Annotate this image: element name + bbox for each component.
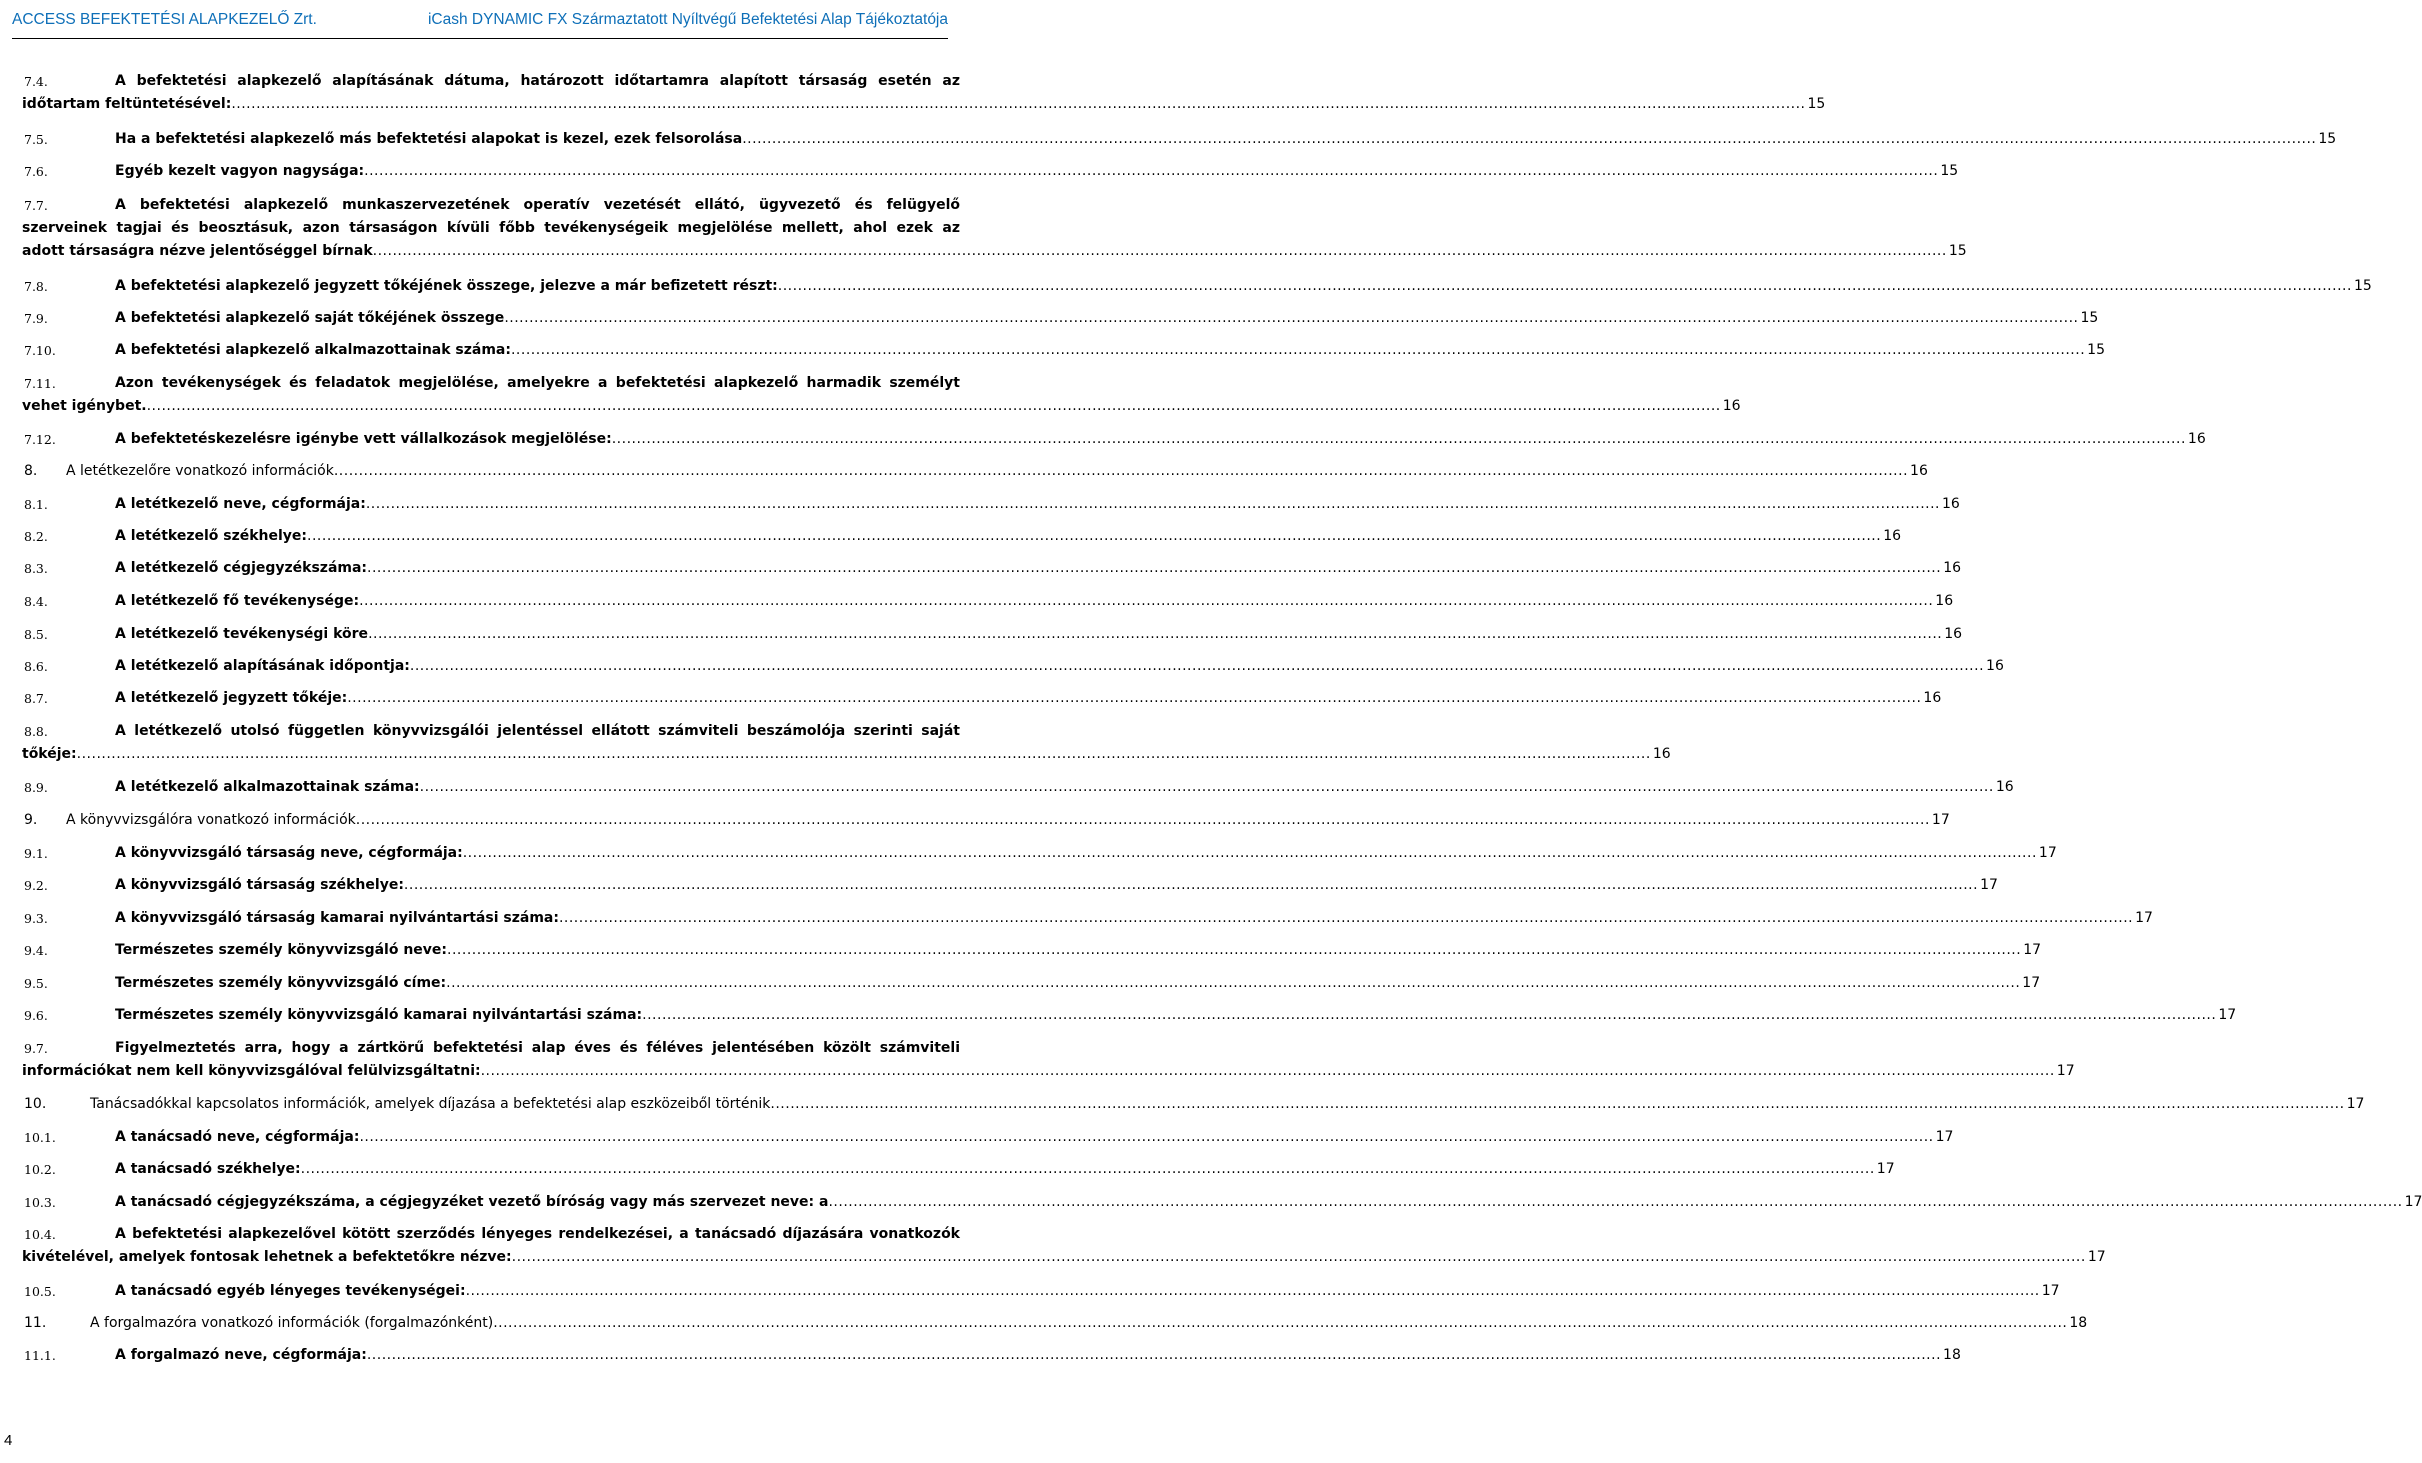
dot-leader bbox=[301, 1158, 1875, 1181]
toc-page-number: 17 bbox=[1980, 877, 1998, 893]
toc-entry-line: adott társaságra nézve jelentőséggel bírnak bbox=[22, 243, 373, 259]
dot-leader bbox=[359, 1126, 1933, 1149]
toc-entry-line: A forgalmazó neve, cégformája: bbox=[115, 1347, 367, 1363]
dot-leader bbox=[446, 972, 2020, 995]
toc-page-number: 17 bbox=[2087, 1249, 2106, 1265]
toc-entry-line: A befektetési alapkezelő saját tőkéjének összege bbox=[115, 310, 505, 326]
toc-page-number: 15 bbox=[1807, 96, 1826, 112]
toc-entry-title bbox=[115, 874, 1998, 897]
toc-page-number: 17 bbox=[1931, 812, 1950, 828]
toc-entry-number: 9.6. bbox=[24, 1008, 48, 1023]
toc-page-number: 17 bbox=[2023, 942, 2042, 958]
toc-entry-title bbox=[115, 939, 2042, 962]
dot-leader bbox=[778, 275, 2352, 298]
dot-leader bbox=[307, 525, 1881, 548]
toc-entry-line: A letétkezelő alapításának időpontja: bbox=[115, 658, 410, 674]
dot-leader bbox=[231, 93, 1805, 116]
dot-leader bbox=[364, 160, 1938, 183]
toc-entry-number: 9.2. bbox=[24, 878, 48, 893]
header-document-title: iCash DYNAMIC FX Származtatott Nyíltvégű Befektetési Alap Tájékoztatója bbox=[427, 11, 948, 28]
dot-leader bbox=[511, 339, 2085, 362]
toc-entry-title bbox=[115, 1344, 1961, 1367]
toc-entry-line: Természetes személy könyvvizsgáló kamarai nyilvántartási száma: bbox=[115, 1007, 643, 1023]
running-header bbox=[12, 4, 948, 36]
toc-entry-title bbox=[115, 590, 1954, 613]
dot-leader bbox=[504, 307, 2078, 330]
toc-entry-number: 10. bbox=[24, 1096, 47, 1112]
dot-leader bbox=[410, 655, 1984, 678]
toc-page-number: 16 bbox=[1652, 746, 1671, 762]
dot-leader bbox=[481, 1060, 2055, 1083]
toc-entry-line: A befektetési alapkezelő munkaszervezetének operatív vezetését ellátó, ügyvezető és felügyelő bbox=[115, 197, 960, 213]
toc-entry-line: Egyéb kezelt vagyon nagysága: bbox=[115, 163, 365, 179]
toc-entry-title bbox=[115, 972, 2041, 995]
toc-page-number: 16 bbox=[1942, 496, 1960, 512]
toc-entry-title bbox=[115, 493, 1960, 516]
toc-page-number: 15 bbox=[1940, 163, 1959, 179]
toc-entry-number: 7.4. bbox=[24, 74, 48, 89]
toc-entry-line: Tanácsadókkal kapcsolatos információk, amelyek díjazása a befektetési alap eszközeiből történik bbox=[90, 1096, 771, 1112]
toc-entry-title bbox=[115, 1158, 1895, 1181]
toc-entry-title bbox=[22, 1223, 2106, 1269]
toc-entry-line: tőkéje: bbox=[22, 746, 77, 762]
toc-entry-line: A letétkezelőre vonatkozó információk bbox=[66, 463, 334, 479]
dot-leader bbox=[373, 240, 1947, 263]
toc-entry-number: 7.5. bbox=[24, 132, 48, 147]
toc-entry-line: A befektetési alapkezelő jegyzett tőkéjének összege, jelezve a már befizetett részt: bbox=[115, 278, 778, 294]
toc-entry-number: 9.4. bbox=[24, 943, 48, 958]
dot-leader bbox=[147, 395, 1721, 418]
toc-entry-line: A tanácsadó székhelye: bbox=[115, 1161, 301, 1177]
toc-entry-line: A tanácsadó egyéb lényeges tevékenységei: bbox=[115, 1283, 466, 1299]
toc-entry-line: Ha a befektetési alapkezelő más befektetési alapokat is kezel, ezek felsorolása bbox=[115, 131, 743, 147]
toc-entry-line: A letétkezelő neve, cégformája: bbox=[115, 496, 366, 512]
toc-entry-line: A könyvvizsgáló társaság neve, cégformája: bbox=[115, 845, 463, 861]
toc-entry-title bbox=[115, 339, 2105, 362]
dot-leader bbox=[367, 1344, 1941, 1367]
dot-leader bbox=[828, 1191, 2402, 1214]
header-rule bbox=[12, 38, 948, 39]
toc-entry-title bbox=[66, 809, 1950, 832]
toc-entry-number: 10.2. bbox=[24, 1162, 56, 1177]
toc-entry-number: 8. bbox=[24, 463, 38, 479]
toc-entry-line: A könyvvizsgáló társaság székhelye: bbox=[115, 877, 404, 893]
toc-page-number: 16 bbox=[1944, 626, 1963, 642]
toc-entry-title bbox=[115, 307, 2099, 330]
toc-entry-line: A befektetési alapkezelő alapításának dátuma, határozott időtartamra alapított társaság esetén az bbox=[115, 73, 960, 89]
dot-leader bbox=[642, 1004, 2216, 1027]
toc-entry-line: A letétkezelő utolsó független könyvvizsgálói jelentéssel ellátott számviteli beszámolója szerinti saját bbox=[115, 723, 960, 739]
toc-entry-title bbox=[115, 275, 2372, 298]
toc-page-number: 15 bbox=[1948, 243, 1967, 259]
toc-page-number: 17 bbox=[1935, 1129, 1954, 1145]
toc-entry-title bbox=[115, 655, 2004, 678]
toc-page-number: 15 bbox=[2087, 342, 2105, 358]
toc-page-number: 15 bbox=[2318, 131, 2337, 147]
toc-entry-number: 7.7. bbox=[24, 198, 48, 213]
toc-page-number: 17 bbox=[2346, 1096, 2365, 1112]
toc-entry-number: 10.4. bbox=[24, 1227, 56, 1242]
toc-entry-number: 8.1. bbox=[24, 497, 48, 512]
toc-entry-title bbox=[22, 194, 1967, 263]
toc-entry-line: A befektetési alapkezelő alkalmazottainak száma: bbox=[115, 342, 511, 358]
toc-entry-line: vehet igénybet. bbox=[22, 398, 147, 414]
toc-page-number: 16 bbox=[1923, 690, 1942, 706]
toc-entry-title bbox=[90, 1093, 2365, 1116]
toc-entry-number: 9.5. bbox=[24, 976, 48, 991]
toc-page-number: 17 bbox=[2135, 910, 2153, 926]
toc-entry-number: 8.9. bbox=[24, 780, 48, 795]
toc-entry-title bbox=[115, 1004, 2237, 1027]
toc-page-number: 15 bbox=[2353, 278, 2372, 294]
toc-entry-number: 8.3. bbox=[24, 561, 48, 576]
toc-page-number: 16 bbox=[1935, 593, 1954, 609]
toc-page-number: 16 bbox=[1986, 658, 2004, 674]
page-number: 4 bbox=[4, 1432, 13, 1449]
toc-page-number: 17 bbox=[2038, 845, 2057, 861]
toc-entry-line: A letétkezelő alkalmazottainak száma: bbox=[115, 779, 420, 795]
toc-page-number: 17 bbox=[2056, 1063, 2075, 1079]
toc-entry-line: szerveinek tagjai és beosztásuk, azon társaságon kívüli főbb tevékenységeik megjelölése mellett, ahol ezek az bbox=[22, 220, 960, 236]
toc-entry-title bbox=[22, 1037, 2075, 1083]
toc-entry-line: A forgalmazóra vonatkozó információk (forgalmazónként) bbox=[90, 1315, 494, 1331]
toc-entry-title bbox=[22, 70, 1826, 116]
toc-entry-line: A letétkezelő székhelye: bbox=[115, 528, 308, 544]
toc-entry-number: 11. bbox=[24, 1315, 47, 1331]
toc-page-number: 17 bbox=[2404, 1194, 2422, 1210]
toc-entry-line: Természetes személy könyvvizsgáló neve: bbox=[115, 942, 448, 958]
toc-entry-title bbox=[115, 842, 2057, 865]
header-company: ACCESS BEFEKTETÉSI ALAPKEZELŐ Zrt. bbox=[12, 11, 317, 28]
toc-entry-line: kivételével, amelyek fontosak lehetnek a befektetőkre nézve: bbox=[22, 1249, 512, 1265]
toc-entry-number: 10.3. bbox=[24, 1195, 56, 1210]
dot-leader bbox=[347, 687, 1921, 710]
toc-entry-line: időtartam feltüntetésével: bbox=[22, 96, 232, 112]
toc-entry-title bbox=[22, 372, 1741, 418]
toc-entry-line: A letétkezelő cégjegyzékszáma: bbox=[115, 560, 368, 576]
toc-entry-title bbox=[115, 1191, 2422, 1214]
dot-leader bbox=[77, 743, 1651, 766]
toc-entry-title bbox=[115, 907, 2153, 930]
toc-entry-number: 8.5. bbox=[24, 627, 48, 642]
toc-entry-title bbox=[115, 525, 1902, 548]
dot-leader bbox=[466, 1280, 2040, 1303]
toc-entry-title bbox=[115, 776, 2014, 799]
toc-entry-line: információkat nem kell könyvvizsgálóval felülvizsgáltatni: bbox=[22, 1063, 481, 1079]
toc-page-number: 17 bbox=[2022, 975, 2041, 991]
toc-entry-title bbox=[115, 1280, 2060, 1303]
dot-leader bbox=[770, 1093, 2344, 1116]
toc-page-number: 16 bbox=[2187, 431, 2206, 447]
toc-entry-number: 7.10. bbox=[24, 343, 56, 358]
toc-entry-line: A letétkezelő tevékenységi köre bbox=[115, 626, 369, 642]
toc-page-number: 18 bbox=[1943, 1347, 1961, 1363]
toc-entry-line: A letétkezelő fő tevékenysége: bbox=[115, 593, 360, 609]
toc-entry-number: 7.8. bbox=[24, 279, 48, 294]
toc-page-number: 16 bbox=[1722, 398, 1741, 414]
dot-leader bbox=[367, 557, 1941, 580]
dot-leader bbox=[404, 874, 1978, 897]
toc-entry-number: 8.7. bbox=[24, 691, 48, 706]
toc-entry-line: A tanácsadó neve, cégformája: bbox=[115, 1129, 360, 1145]
toc-entry-number: 7.6. bbox=[24, 164, 48, 179]
dot-leader bbox=[368, 623, 1942, 646]
toc-page-number: 17 bbox=[2218, 1007, 2237, 1023]
toc-entry-title bbox=[115, 623, 1963, 646]
toc-page-number: 16 bbox=[1995, 779, 2014, 795]
toc-entry-number: 9.1. bbox=[24, 846, 48, 861]
toc-entry-number: 9. bbox=[24, 812, 38, 828]
toc-entry-number: 8.4. bbox=[24, 594, 48, 609]
toc-page-number: 15 bbox=[2080, 310, 2099, 326]
dot-leader bbox=[356, 809, 1930, 832]
toc-entry-title bbox=[115, 557, 1962, 580]
toc-entry-number: 11.1. bbox=[24, 1348, 56, 1363]
toc-page-number: 16 bbox=[1883, 528, 1902, 544]
dot-leader bbox=[420, 776, 1994, 799]
toc-entry-number: 9.3. bbox=[24, 911, 48, 926]
toc-entry-line: A befektetéskezelésre igénybe vett vállalkozások megjelölése: bbox=[115, 431, 612, 447]
dot-leader bbox=[463, 842, 2037, 865]
toc-entry-line: Azon tevékenységek és feladatok megjelölése, amelyekre a befektetési alapkezelő harmadik személyt bbox=[115, 375, 960, 391]
dot-leader bbox=[512, 1246, 2086, 1269]
toc-entry-number: 7.9. bbox=[24, 311, 48, 326]
toc-entry-title bbox=[22, 720, 1671, 766]
dot-leader bbox=[366, 493, 1940, 516]
toc-entry-line: A tanácsadó cégjegyzékszáma, a cégjegyzéket vezető bíróság vagy más szervezet neve: a bbox=[115, 1194, 829, 1210]
dot-leader bbox=[359, 590, 1933, 613]
toc-page-number: 16 bbox=[1910, 463, 1928, 479]
toc-entry-title bbox=[115, 428, 2206, 451]
toc-entry-number: 9.7. bbox=[24, 1041, 48, 1056]
toc-entry-number: 10.1. bbox=[24, 1130, 56, 1145]
toc-page-number: 18 bbox=[2069, 1315, 2088, 1331]
toc-entry-number: 7.11. bbox=[24, 376, 56, 391]
dot-leader bbox=[742, 128, 2316, 151]
dot-leader bbox=[334, 460, 1908, 483]
toc-page-number: 17 bbox=[2041, 1283, 2060, 1299]
toc-entry-line: A könyvvizsgáló társaság kamarai nyilvántartási száma: bbox=[115, 910, 559, 926]
dot-leader bbox=[493, 1312, 2067, 1335]
toc-entry-number: 7.12. bbox=[24, 432, 56, 447]
toc-page-number: 16 bbox=[1943, 560, 1962, 576]
toc-entry-title bbox=[115, 128, 2337, 151]
toc-entry-title bbox=[115, 687, 1942, 710]
toc-entry-line: A könyvvizsgálóra vonatkozó információk bbox=[66, 812, 356, 828]
toc-entry-title bbox=[115, 160, 1959, 183]
toc-entry-number: 8.6. bbox=[24, 659, 48, 674]
toc-entry-number: 10.5. bbox=[24, 1284, 56, 1299]
dot-leader bbox=[612, 428, 2186, 451]
toc-entry-title bbox=[66, 460, 1928, 483]
toc-entry-line: A letétkezelő jegyzett tőkéje: bbox=[115, 690, 348, 706]
dot-leader bbox=[559, 907, 2133, 930]
toc-entry-line: Figyelmeztetés arra, hogy a zártkörű befektetési alap éves és féléves jelentésében közölt számviteli bbox=[115, 1040, 960, 1056]
toc-page-number: 17 bbox=[1876, 1161, 1895, 1177]
toc-entry-title bbox=[115, 1126, 1954, 1149]
dot-leader bbox=[447, 939, 2021, 962]
toc-entry-title bbox=[90, 1312, 2088, 1335]
toc-entry-line: Természetes személy könyvvizsgáló címe: bbox=[115, 975, 447, 991]
toc-entry-number: 8.2. bbox=[24, 529, 48, 544]
toc-entry-line: A befektetési alapkezelővel kötött szerződés lényeges rendelkezései, a tanácsadó díjazására vonatkozók bbox=[115, 1226, 960, 1242]
toc-entry-number: 8.8. bbox=[24, 724, 48, 739]
